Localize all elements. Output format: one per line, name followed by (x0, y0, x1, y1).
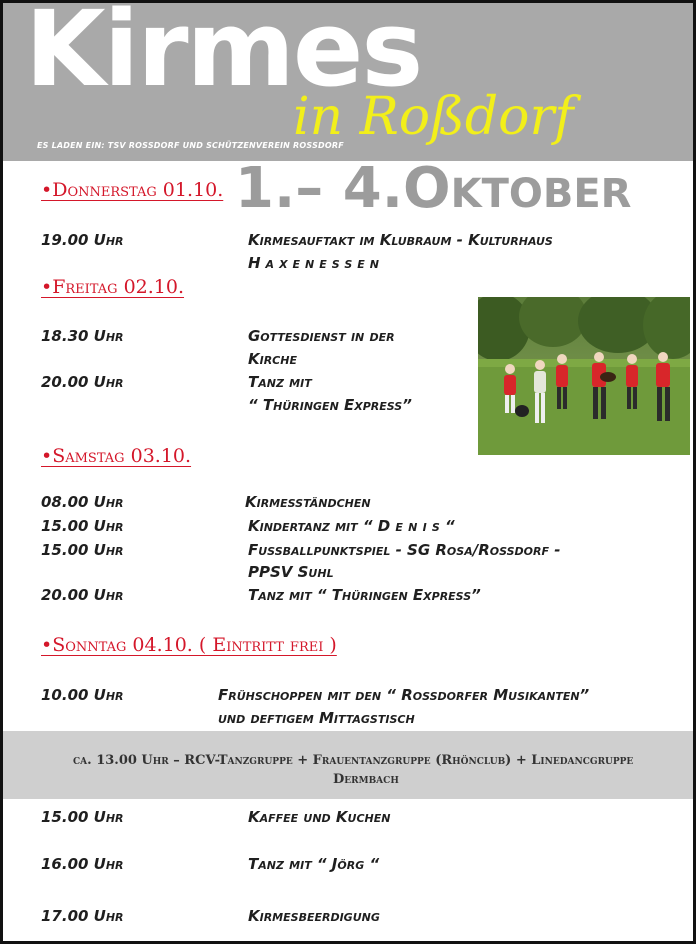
day-heading: •Donnerstag 01.10. (41, 179, 224, 201)
event-text: PPSV Suhl (248, 563, 334, 581)
event-text: Kindertanz mit “ D e n i s “ (248, 517, 455, 535)
info-band-text (73, 752, 673, 790)
event-text: “ Thüringen Express” (248, 396, 412, 414)
event-time: 18.30 Uhr (41, 327, 124, 345)
event-time: 10.00 Uhr (41, 686, 124, 704)
event-text: Kirche (248, 350, 297, 368)
info-band (3, 731, 693, 799)
event-time: 15.00 Uhr (41, 541, 124, 559)
event-time: 20.00 Uhr (41, 373, 124, 391)
info-band-line2: Dermbach (333, 771, 399, 787)
day-heading: •Freitag 02.10. (41, 276, 185, 298)
event-text: und deftigem Mittagstisch (218, 709, 415, 727)
info-band-line1: ca. 13.00 Uhr – RCV-Tanzgruppe + Frauentanzgruppe (Rhönclub) + Linedancgruppe (73, 753, 634, 768)
date-range-small: KTOBER (450, 171, 632, 217)
event-time: 19.00 Uhr (41, 231, 124, 249)
event-text: Frühschoppen mit den “ Rossdorfer Musikanten” (218, 686, 590, 704)
band-photo (478, 297, 690, 455)
date-range-big: 1.– 4.O (235, 156, 451, 221)
poster-title: Kirmes (25, 0, 422, 110)
poster-subtitle: in Roßdorf (293, 87, 574, 147)
event-text: Kaffee und Kuchen (248, 808, 391, 826)
event-text: Tanz mit “ Thüringen Express” (248, 586, 481, 604)
day-heading: •Samstag 03.10. (41, 445, 192, 467)
header-banner (3, 0, 693, 161)
event-time: 08.00 Uhr (41, 493, 124, 511)
event-time: 16.00 Uhr (41, 855, 124, 873)
event-time: 17.00 Uhr (41, 907, 124, 925)
event-text: Kirmesbeerdigung (248, 907, 380, 925)
event-text: Kirmesauftakt im Klubraum - Kulturhaus (248, 231, 553, 249)
day-heading: •Sonntag 04.10. ( Eintritt frei ) (41, 634, 337, 656)
event-text: Gottesdienst in der (248, 327, 395, 345)
event-time: 20.00 Uhr (41, 586, 124, 604)
date-range (235, 156, 632, 221)
event-text: Fussballpunktspiel - SG Rosa/Rossdorf - (248, 541, 561, 559)
event-time: 15.00 Uhr (41, 808, 124, 826)
event-text: Tanz mit “ Jörg “ (248, 855, 380, 873)
event-text: Haxenessen (248, 254, 384, 272)
organizers-line: ES LADEN EIN: TSV ROSSDORF UND SCHÜTZENVEREIN ROSSDORF (37, 141, 344, 150)
event-time: 15.00 Uhr (41, 517, 124, 535)
event-text: Kirmesständchen (245, 493, 371, 511)
event-text: Tanz mit (248, 373, 312, 391)
